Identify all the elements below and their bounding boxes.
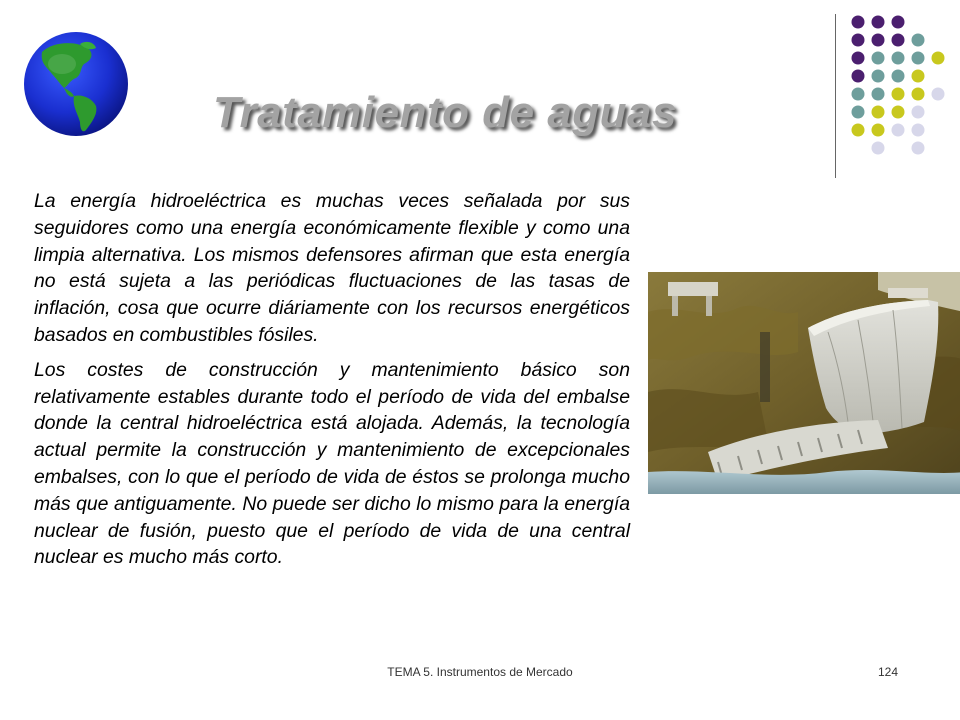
slide-title: Tratamiento de aguas: [213, 88, 677, 137]
page-number: 124: [877, 665, 899, 679]
paragraph-2: Los costes de construcción y mantenimiento básico son relativamente estables durante todo el período de vida del embalse donde la central hidroeléctrica está alojada. Además, la tecnología actual permite la construcción y mantenimiento de excepcionales embalses, con lo que el período de vida de éstos se prolonga mucho más que antiguamente. No puede ser dicho lo mismo para la energía nuclear de fusión, puesto que el período de vida de una central nuclear es mucho más corto.: [34, 358, 630, 569]
divider-line: [835, 14, 836, 178]
decorative-dot-grid: [848, 14, 948, 159]
body-text: [34, 188, 630, 579]
dam-photo: [648, 272, 960, 494]
globe-icon: [22, 30, 130, 138]
footer-course-title: TEMA 5. Instrumentos de Mercado: [387, 665, 573, 679]
paragraph-1: La energía hidroeléctrica es muchas veces señalada por sus seguidores como una energía económicamente flexible y como una limpia alternativa. Los mismos defensores afirman que esta energía no está sujeta a las periódicas fluctuaciones de las tasas de inflación, cosa que ocurre diáriamente con los recursos energéticos basados en combustibles fósiles.: [34, 190, 630, 346]
